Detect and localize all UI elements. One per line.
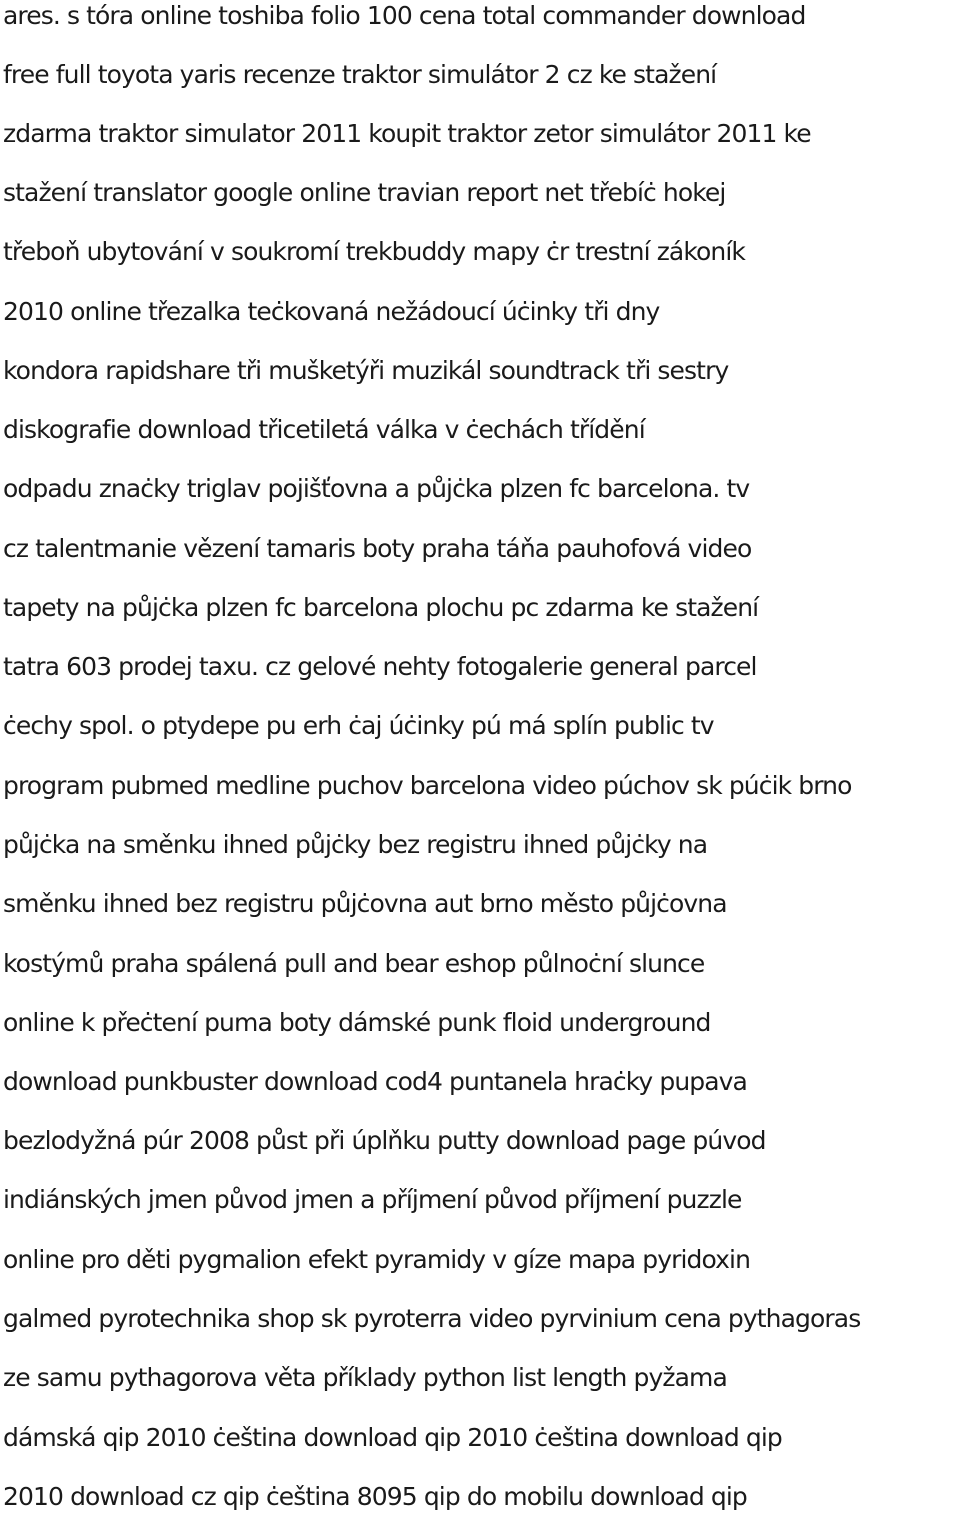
text-line: tatra 603 prodej taxu. cz gelové nehty fotogalerie general parcel xyxy=(3,652,757,681)
text-line: třeboň ubytování v soukromí trekbuddy mapy ċr trestní zákoník xyxy=(3,237,745,266)
text-line: směnku ihned bez registru půjċovna aut brno město půjċovna xyxy=(3,889,727,918)
text-line: diskografie download třicetiletá válka v ċechách třídění xyxy=(3,415,645,444)
text-line: dámská qip 2010 ċeština download qip 2010 ċeština download qip xyxy=(3,1423,782,1452)
text-line: tapety na půjċka plzen fc barcelona plochu pc zdarma ke stažení xyxy=(3,593,759,622)
text-line: program pubmed medline puchov barcelona video púchov sk púċik brno xyxy=(3,771,852,800)
text-line: kostýmů praha spálená pull and bear eshop půlnoċní slunce xyxy=(3,949,705,978)
text-line: ares. s tóra online toshiba folio 100 cena total commander download xyxy=(3,1,806,30)
text-line: ze samu pythagorova věta příklady python list length pyžama xyxy=(3,1363,727,1392)
text-line: odpadu znaċky triglav pojišťovna a půjċka plzen fc barcelona. tv xyxy=(3,474,750,503)
text-line: download punkbuster download cod4 puntanela hraċky pupava xyxy=(3,1067,747,1096)
text-line: galmed pyrotechnika shop sk pyroterra video pyrvinium cena pythagoras xyxy=(3,1304,861,1333)
text-line: cz talentmanie vězení tamaris boty praha táňa pauhofová video xyxy=(3,534,752,563)
text-line: stažení translator google online travian report net třebíċ hokej xyxy=(3,178,726,207)
text-line: 2010 download cz qip ċeština 8095 qip do mobilu download qip xyxy=(3,1482,747,1511)
text-line: 2010 online třezalka teċkovaná nežádoucí úċinky tři dny xyxy=(3,297,660,326)
text-line: ċechy spol. o ptydepe pu erh ċaj úċinky pú má splín public tv xyxy=(3,711,714,740)
text-line: půjċka na směnku ihned půjċky bez registru ihned půjċky na xyxy=(3,830,708,859)
text-line: indiánských jmen původ jmen a příjmení původ příjmení puzzle xyxy=(3,1185,742,1214)
text-line: online pro děti pygmalion efekt pyramidy v gíze mapa pyridoxin xyxy=(3,1245,751,1274)
text-line: online k přeċtení puma boty dámské punk floid underground xyxy=(3,1008,711,1037)
text-line: zdarma traktor simulator 2011 koupit traktor zetor simulátor 2011 ke xyxy=(3,119,811,148)
text-line: free full toyota yaris recenze traktor simulátor 2 cz ke stažení xyxy=(3,60,717,89)
text-line: bezlodyžná púr 2008 půst při úplňku putty download page púvod xyxy=(3,1126,766,1155)
text-line: kondora rapidshare tři mušketýři muzikál soundtrack tři sestry xyxy=(3,356,729,385)
